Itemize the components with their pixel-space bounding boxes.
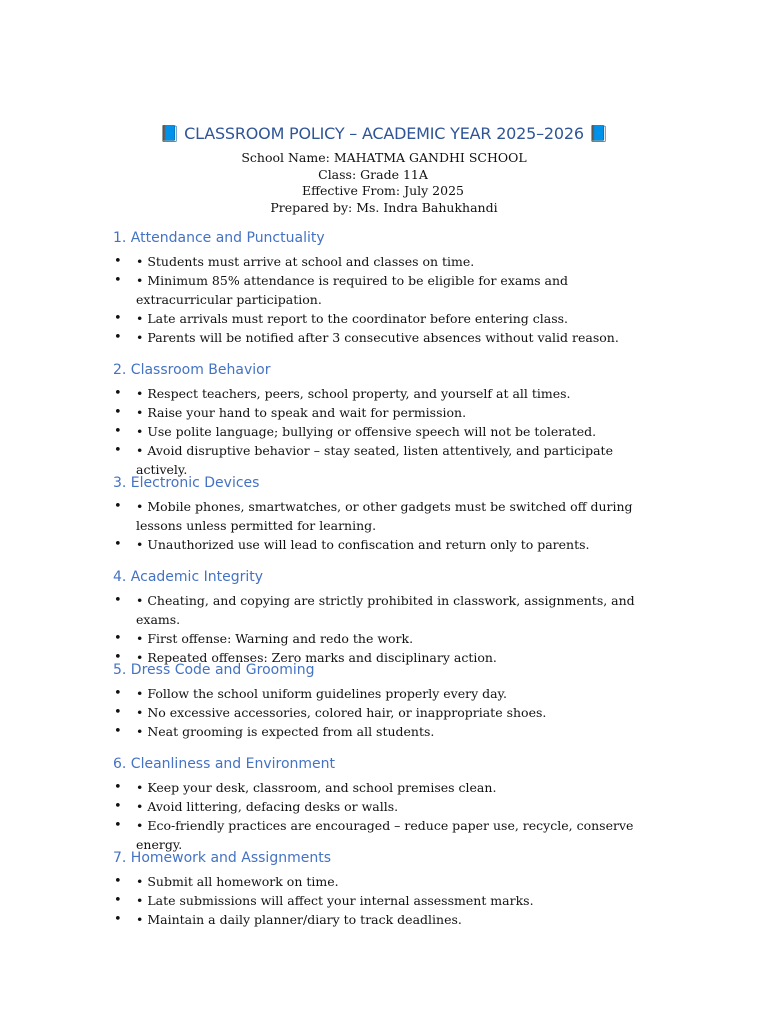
- bullet-icon: •: [114, 405, 122, 420]
- list-item: • • Unauthorized use will lead to confiscation and return only to parents.: [114, 537, 590, 552]
- list-item: • • Mobile phones, smartwatches, or other gadgets must be switched off during lessons unless permitted for learning.: [114, 499, 633, 533]
- school-name: School Name: MAHATMA GANDHI SCHOOL: [241, 150, 527, 165]
- list-item: • • Cheating, and copying are strictly prohibited in classwork, assignments, and exams.: [114, 593, 635, 627]
- section-heading: 5. Dress Code and Grooming: [113, 662, 315, 678]
- bullet-icon: •: [114, 631, 122, 646]
- list-item: • • Raise your hand to speak and wait for permission.: [114, 405, 467, 420]
- bullet-icon: •: [114, 724, 122, 739]
- effective-date: Effective From: July 2025: [302, 183, 464, 198]
- section-list: [0, 684, 768, 741]
- list-item: • • First offense: Warning and redo the work.: [114, 631, 414, 646]
- prepared-by: Prepared by: Ms. Indra Bahukhandi: [270, 199, 498, 215]
- section-list: [0, 591, 768, 667]
- list-item: • • Students must arrive at school and classes on time.: [114, 254, 475, 269]
- bullet-icon: •: [114, 499, 122, 514]
- list-item: • • Respect teachers, peers, school property, and yourself at all times.: [114, 386, 571, 401]
- list-item: • • Repeated offenses: Zero marks and disciplinary action.: [114, 650, 497, 665]
- section-heading: 1. Attendance and Punctuality: [113, 230, 325, 246]
- bullet-icon: •: [114, 893, 122, 908]
- bullet-icon: •: [114, 311, 122, 326]
- bullet-icon: •: [114, 780, 122, 795]
- bullet-icon: •: [114, 912, 122, 927]
- section-heading: 7. Homework and Assignments: [113, 850, 331, 866]
- bullet-icon: •: [114, 705, 122, 720]
- list-item: • • Avoid littering, defacing desks or walls.: [114, 799, 399, 814]
- section-heading: 3. Electronic Devices: [113, 475, 260, 491]
- list-item: • • Eco-friendly practices are encouraged – reduce paper use, recycle, conserve energy.: [114, 818, 634, 852]
- list-item: • • Keep your desk, classroom, and school premises clean.: [114, 780, 497, 795]
- bullet-icon: •: [114, 424, 122, 439]
- bullet-icon: •: [114, 330, 122, 345]
- section-list: [0, 252, 768, 347]
- bullet-icon: •: [114, 386, 122, 401]
- section-heading: 4. Academic Integrity: [113, 569, 264, 585]
- list-item: • • Late arrivals must report to the coordinator before entering class.: [114, 311, 568, 326]
- document-title: 📘 CLASSROOM POLICY – ACADEMIC YEAR 2025–2026 📘: [159, 124, 609, 143]
- list-item: • • Late submissions will affect your internal assessment marks.: [114, 893, 534, 908]
- bullet-icon: •: [114, 537, 122, 552]
- list-item: • • Submit all homework on time.: [114, 874, 339, 889]
- bullet-icon: •: [114, 799, 122, 814]
- class-name: Class: Grade 11A: [318, 166, 428, 182]
- list-item: • • Follow the school uniform guidelines properly every day.: [114, 686, 507, 701]
- list-item: • • Neat grooming is expected from all students.: [114, 724, 435, 739]
- list-item: • • Avoid disruptive behavior – stay seated, listen attentively, and participate actively.: [114, 443, 613, 477]
- bullet-icon: •: [114, 254, 122, 269]
- section-list: [0, 497, 768, 554]
- bullet-icon: •: [114, 874, 122, 889]
- section-list: [0, 384, 768, 479]
- list-item: • • Maintain a daily planner/diary to track deadlines.: [114, 912, 462, 927]
- bullet-icon: •: [114, 443, 122, 458]
- list-item: • • Minimum 85% attendance is required to be eligible for exams and extracurricular participation.: [114, 273, 569, 307]
- section-heading: 2. Classroom Behavior: [113, 362, 271, 378]
- bullet-icon: •: [114, 593, 122, 608]
- bullet-icon: •: [114, 818, 122, 833]
- bullet-icon: •: [114, 650, 122, 665]
- section-list: [0, 778, 768, 854]
- bullet-icon: •: [114, 273, 122, 288]
- section-heading: 6. Cleanliness and Environment: [113, 756, 336, 772]
- list-item: • • No excessive accessories, colored hair, or inappropriate shoes.: [114, 705, 547, 720]
- section-list: [0, 872, 768, 929]
- bullet-icon: •: [114, 686, 122, 701]
- list-item: • • Parents will be notified after 3 consecutive absences without valid reason.: [114, 330, 619, 345]
- document-meta: [0, 150, 768, 216]
- list-item: • • Use polite language; bullying or offensive speech will not be tolerated.: [114, 424, 597, 439]
